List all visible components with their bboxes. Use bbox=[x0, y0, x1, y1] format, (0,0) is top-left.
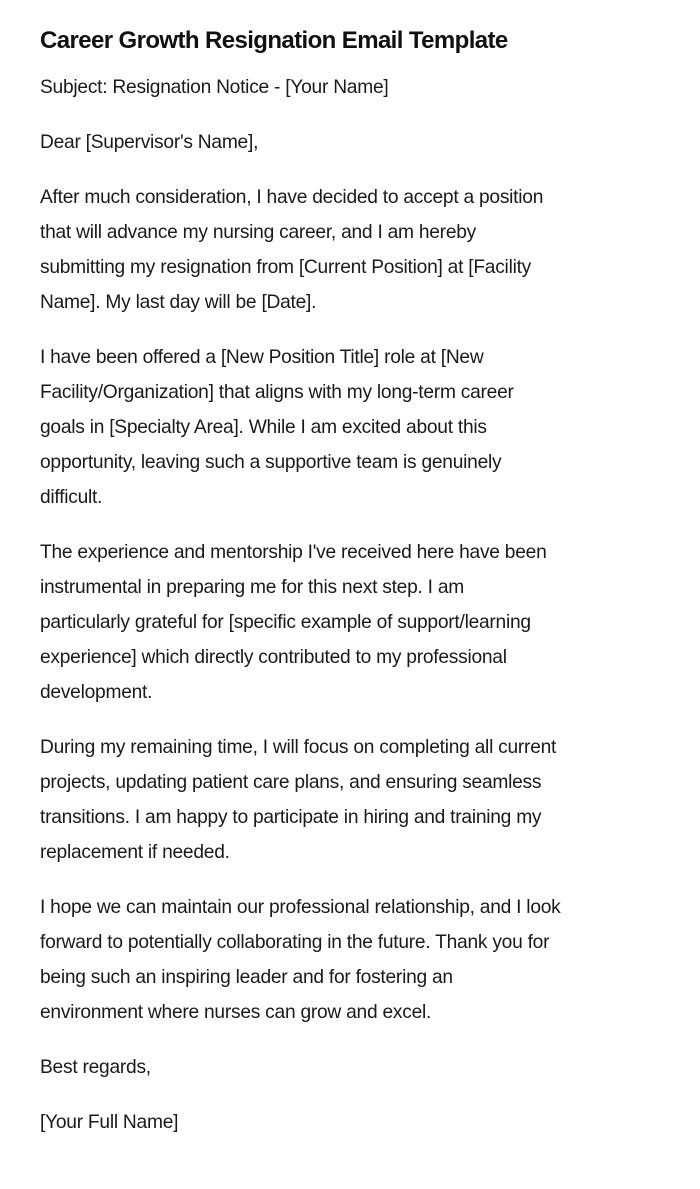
email-subject: Subject: Resignation Notice - [Your Name] bbox=[40, 77, 389, 98]
paragraph-decision bbox=[40, 180, 660, 320]
text-line: During my remaining time, I will focus on completing all current bbox=[40, 737, 557, 758]
text-line: I have been offered a [New Position Title] role at [New bbox=[40, 347, 484, 368]
closing: Best regards, bbox=[40, 1057, 151, 1078]
text-line: experience] which directly contributed to my professional bbox=[40, 647, 507, 668]
text-line: forward to potentially collaborating in the future. Thank you for bbox=[40, 932, 550, 953]
paragraph-new-role bbox=[40, 340, 660, 515]
text-line: goals in [Specialty Area]. While I am excited about this bbox=[40, 417, 487, 438]
signature: [Your Full Name] bbox=[40, 1112, 179, 1133]
page-title: Career Growth Resignation Email Template bbox=[40, 27, 508, 54]
text-line: environment where nurses can grow and excel. bbox=[40, 1002, 432, 1023]
text-line: instrumental in preparing me for this next step. I am bbox=[40, 577, 464, 598]
text-line: replacement if needed. bbox=[40, 842, 230, 863]
text-line: submitting my resignation from [Current Position] at [Facility bbox=[40, 257, 532, 278]
text-line: opportunity, leaving such a supportive team is genuinely bbox=[40, 452, 502, 473]
paragraph-farewell bbox=[40, 890, 660, 1030]
text-line: transitions. I am happy to participate in hiring and training my bbox=[40, 807, 542, 828]
text-line: difficult. bbox=[40, 487, 103, 508]
text-line: being such an inspiring leader and for fostering an bbox=[40, 967, 453, 988]
paragraph-gratitude bbox=[40, 535, 660, 710]
text-line: projects, updating patient care plans, and ensuring seamless bbox=[40, 772, 542, 793]
text-line: Facility/Organization] that aligns with my long-term career bbox=[40, 382, 514, 403]
text-line: development. bbox=[40, 682, 153, 703]
text-line: The experience and mentorship I've received here have been bbox=[40, 542, 547, 563]
text-line: After much consideration, I have decided to accept a position bbox=[40, 187, 544, 208]
text-line: particularly grateful for [specific example of support/learning bbox=[40, 612, 531, 633]
text-line: I hope we can maintain our professional relationship, and I look bbox=[40, 897, 561, 918]
paragraph-transition bbox=[40, 730, 660, 870]
text-line: that will advance my nursing career, and I am hereby bbox=[40, 222, 477, 243]
salutation: Dear [Supervisor's Name], bbox=[40, 132, 259, 153]
text-line: Name]. My last day will be [Date]. bbox=[40, 292, 317, 313]
